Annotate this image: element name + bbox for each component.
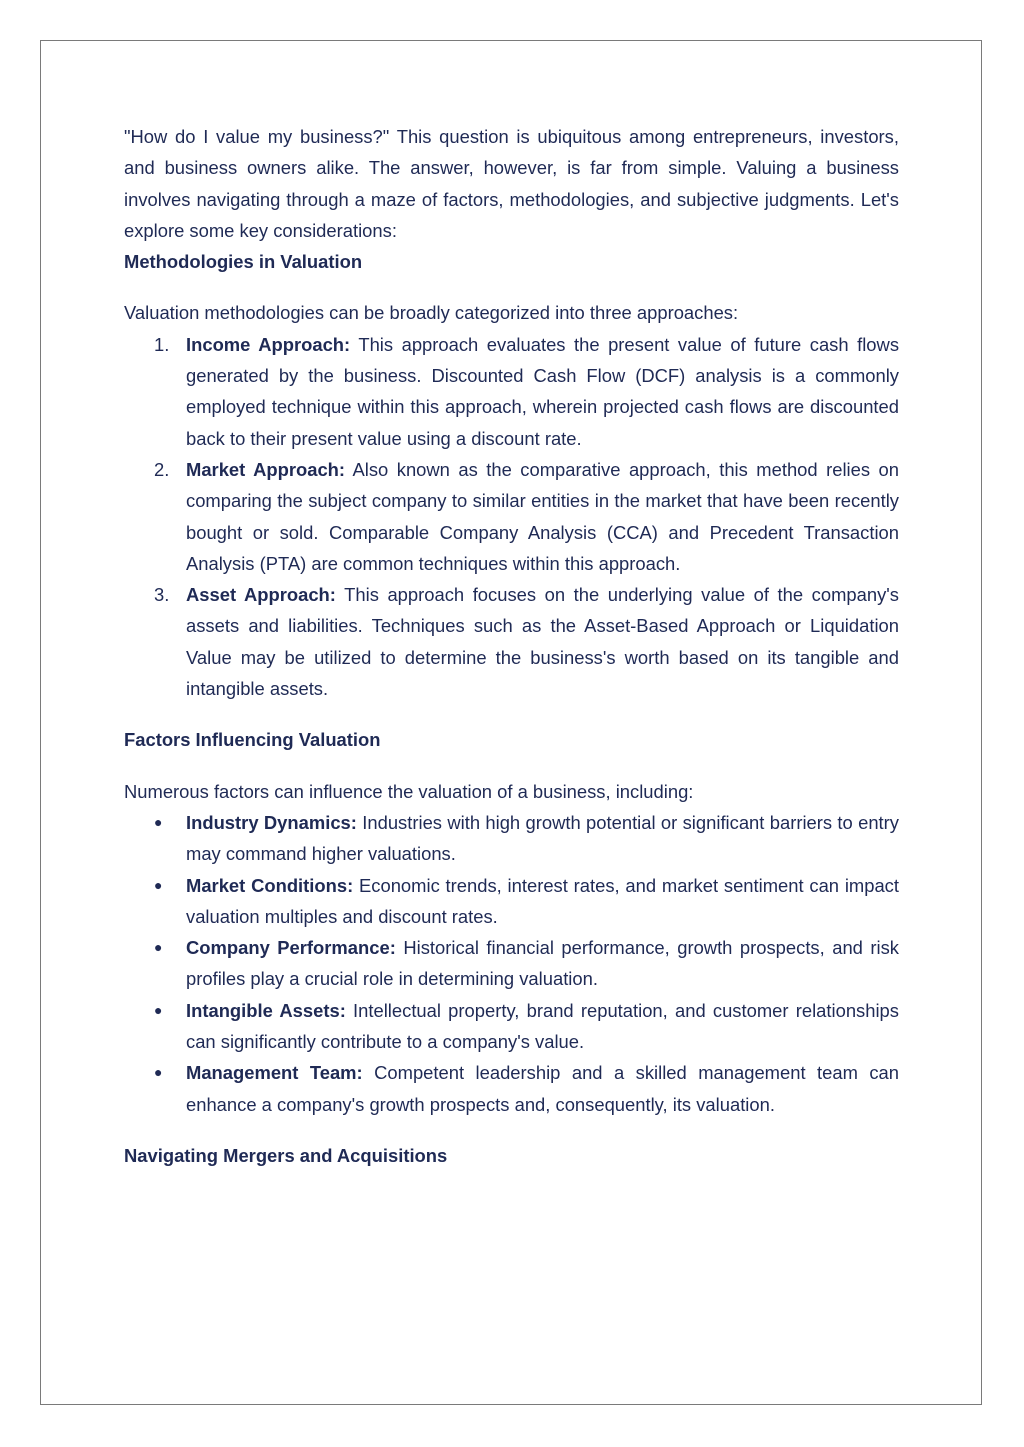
factor-item-performance bbox=[124, 932, 899, 995]
factor-item-market bbox=[124, 870, 899, 933]
approach-term: Income Approach: bbox=[186, 333, 351, 355]
factors-lead: Numerous factors can influence the valuation of a business, including: bbox=[124, 780, 694, 802]
factor-item-management bbox=[124, 1057, 899, 1120]
approach-item-market bbox=[124, 454, 899, 579]
approach-term: Market Approach: bbox=[186, 458, 346, 480]
factors-heading: Factors Influencing Valuation bbox=[124, 729, 381, 751]
list-number: 2. bbox=[154, 458, 170, 480]
approach-term: Asset Approach: bbox=[186, 584, 336, 606]
approach-text: This approach evaluates the present value of future cash flows generated by the business. Discounted Cash Flow (DCF) analysis is a commonly employed technique within this approach, wherein projected cash flows are discounted back to their present value using a discount rate. bbox=[186, 333, 900, 449]
intro-paragraph: "How do I value my business?" This question is ubiquitous among entrepreneurs, investors, and business owners alike. The answer, however, is far from simple. Valuing a business involves navigating through a maze of factors, methodologies, and subjective judgments. Let's explore some key considerations: bbox=[124, 126, 899, 241]
factor-text: Industries with high growth potential or significant barriers to entry may command higher valuations. bbox=[186, 811, 899, 865]
bullet-icon: ● bbox=[154, 1064, 163, 1081]
factor-item-industry bbox=[124, 807, 899, 870]
approach-text: This approach focuses on the underlying value of the company's assets and liabilities. Techniques such as the Asset-Based Approach or Liquidation Value may be utilized to determine the business's worth based on its tangible and intangible assets. bbox=[186, 584, 900, 700]
factor-term: Industry Dynamics: bbox=[186, 811, 357, 833]
approach-item-asset bbox=[124, 579, 899, 704]
document-body bbox=[124, 121, 899, 1191]
bullet-icon: ● bbox=[154, 1001, 163, 1018]
factor-item-intangible bbox=[124, 995, 899, 1058]
bullet-icon: ● bbox=[154, 876, 163, 893]
factor-text: Economic trends, interest rates, and market sentiment can impact valuation multiples and discount rates. bbox=[186, 874, 899, 927]
bullet-icon: ● bbox=[154, 939, 163, 956]
methodologies-heading: Methodologies in Valuation bbox=[124, 251, 363, 273]
factor-term: Company Performance: bbox=[186, 937, 396, 959]
approach-text: Also known as the comparative approach, this method relies on comparing the subject company to similar entities in the market that have been recently bought or sold. Comparable Company Analysis (CCA) and Precedent Transaction Analysis (PTA) are common techniques within this approach. bbox=[186, 458, 899, 574]
factor-text: Intellectual property, brand reputation, and customer relationships can significantly contribute to a company's value. bbox=[186, 999, 899, 1053]
approach-list bbox=[124, 329, 899, 705]
factor-text: Competent leadership and a skilled management team can enhance a company's growth prospects and, consequently, its valuation. bbox=[186, 1062, 899, 1115]
approach-item-income bbox=[124, 329, 899, 454]
factor-list bbox=[124, 807, 899, 1120]
mergers-heading: Navigating Mergers and Acquisitions bbox=[124, 1144, 448, 1166]
factor-term: Market Conditions: bbox=[186, 874, 354, 896]
factor-term: Intangible Assets: bbox=[186, 999, 346, 1021]
methodologies-lead: Valuation methodologies can be broadly categorized into three approaches: bbox=[124, 302, 739, 324]
list-number: 3. bbox=[154, 584, 170, 606]
bullet-icon: ● bbox=[154, 813, 163, 830]
factor-term: Management Team: bbox=[186, 1062, 363, 1084]
list-number: 1. bbox=[154, 333, 170, 355]
factor-text: Historical financial performance, growth prospects, and risk profiles play a crucial role in determining valuation. bbox=[186, 937, 899, 990]
